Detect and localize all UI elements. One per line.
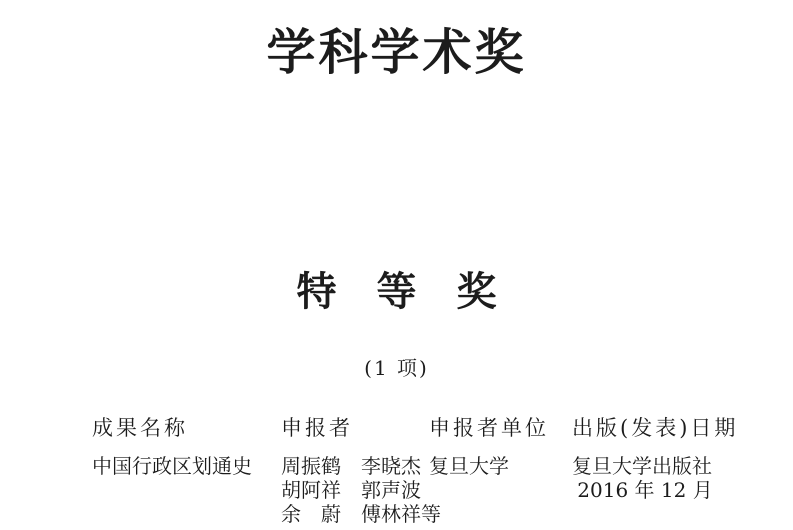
applicants-line: 余 蔚 傅林祥等 [281, 502, 441, 526]
applicant-unit-text: 复旦大学 [429, 454, 509, 478]
table-row-cell-publication [572, 454, 718, 502]
achievement-name-text: 中国行政区划通史 [92, 454, 252, 478]
col-header-achievement-name: 成果名称 [92, 416, 188, 440]
award-count-note: (1 项) [364, 356, 429, 380]
page-title: 学科学术奖 [266, 23, 527, 81]
applicants-line: 胡阿祥 郭声波 [281, 478, 421, 502]
col-header-applicants: 申报者 [281, 416, 353, 440]
table-row-cell-applicants [281, 454, 441, 526]
col-header-applicant-unit: 申报者单位 [429, 416, 549, 440]
col-header-publication-date: 出版(发表)日期 [572, 416, 739, 440]
publication-line: 复旦大学出版社 [572, 454, 712, 478]
publication-date-line: 2016 年 12 月 [577, 478, 713, 502]
table-row-cell-applicant-unit [429, 454, 509, 478]
applicants-line: 周振鹤 李晓杰 [281, 454, 421, 478]
award-level-heading: 特 等 奖 [296, 268, 497, 315]
table-row-cell-achievement-name [92, 454, 252, 478]
